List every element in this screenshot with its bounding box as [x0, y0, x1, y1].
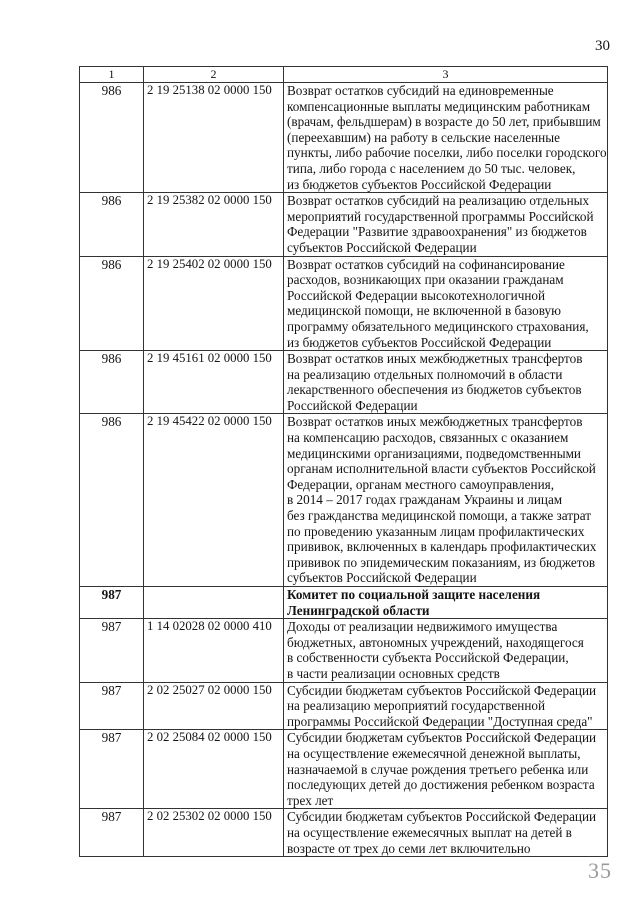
description-line: субъектов Российской Федерации [287, 570, 477, 586]
budget-code-cell: 2 19 25402 02 0000 150 [144, 256, 284, 351]
table-row [80, 193, 608, 256]
description-line: последующих детей до достижения ребенком возраста [287, 777, 595, 793]
description-line: мероприятий государственной программы Российской [287, 208, 594, 224]
description-line: в собственности субъекта Российской Федерации, [287, 650, 569, 666]
description-line: Федерации, органам местного самоуправления, [287, 476, 555, 492]
description-cell [284, 256, 608, 351]
admin-code-cell: 987 [80, 682, 144, 730]
description-line: без гражданства медицинской помощи, а также затрат [287, 508, 592, 524]
header-col-1: 1 [80, 67, 144, 83]
description-line: медицинскими организациями, подведомственными [287, 445, 581, 461]
description-line: Комитет по социальной защите населения [287, 587, 541, 602]
budget-code-cell: 2 02 25027 02 0000 150 [144, 682, 284, 730]
description-cell [284, 193, 608, 256]
description-line: (врачам, фельдшерам) в возрасте до 50 лет, прибывшим [287, 114, 601, 130]
admin-code-cell: 986 [80, 193, 144, 256]
description-line: Федерации "Развитие здравоохранения" из бюджетов [287, 224, 587, 240]
description-line: (переехавшим) на работу в сельские населенные [287, 129, 560, 145]
description-line: типа, либо города с населением до 50 тыс. человек, [287, 160, 576, 176]
description-line: на реализацию мероприятий государственной [287, 698, 546, 714]
description-line: Возврат остатков субсидий на единовременные [287, 83, 554, 98]
section-row [80, 587, 608, 619]
description-line: на осуществление ежемесячных выплат на детей в [287, 824, 572, 840]
page-number: 30 [595, 38, 610, 54]
table-row [80, 730, 608, 809]
admin-code-cell: 986 [80, 83, 144, 193]
description-line: программу обязательного медицинского страхования, [287, 318, 589, 334]
description-line: Субсидии бюджетам субъектов Российской Федерации [287, 682, 597, 698]
description-cell [284, 351, 608, 414]
description-cell [284, 619, 608, 682]
budget-code-cell: 2 19 25382 02 0000 150 [144, 193, 284, 256]
description-line: расходов, возникающих при оказании гражданам [287, 272, 564, 288]
description-line: Российской Федерации [287, 397, 418, 413]
description-line: из бюджетов субъектов Российской Федерации [287, 334, 552, 350]
table-row [80, 83, 608, 193]
description-line: Возврат остатков иных межбюджетных трансфертов [287, 414, 583, 430]
description-line: Ленинградской области [287, 602, 430, 618]
budget-codes-table [79, 66, 608, 857]
header-col-2: 2 [144, 67, 284, 83]
budget-code-cell: 2 02 25084 02 0000 150 [144, 730, 284, 809]
description-cell [284, 83, 608, 193]
section-title-cell [284, 587, 608, 619]
description-line: на реализацию отдельных полномочий в области [287, 366, 563, 382]
description-line: прививок по эпидемическим показаниям, из бюджетов [287, 554, 596, 570]
admin-code-cell: 987 [80, 730, 144, 809]
description-line: органам исполнительной власти субъектов Российской [287, 461, 596, 477]
admin-code-cell: 986 [80, 414, 144, 587]
budget-code-cell [144, 587, 284, 619]
description-line: Субсидии бюджетам субъектов Российской Федерации [287, 730, 597, 746]
admin-code-cell: 987 [80, 809, 144, 857]
table-row [80, 619, 608, 682]
budget-code-cell: 2 19 25138 02 0000 150 [144, 83, 284, 193]
description-line: субъектов Российской Федерации [287, 239, 477, 255]
description-line: в части реализации основных средств [287, 665, 500, 681]
budget-code-cell: 2 19 45422 02 0000 150 [144, 414, 284, 587]
budget-code-cell: 2 02 25302 02 0000 150 [144, 809, 284, 857]
description-cell [284, 682, 608, 730]
description-line: Доходы от реализации недвижимого имущества [287, 619, 558, 635]
table-row [80, 809, 608, 857]
description-line: Российской Федерации высокотехнологичной [287, 287, 546, 303]
budget-code-cell: 1 14 02028 02 0000 410 [144, 619, 284, 682]
budget-code-cell: 2 19 45161 02 0000 150 [144, 351, 284, 414]
description-line: возрасте от трех до семи лет включительно [287, 840, 531, 856]
admin-code-cell: 986 [80, 351, 144, 414]
description-cell [284, 414, 608, 587]
description-line: медицинской помощи, не включенной в базовую [287, 303, 561, 319]
table-header-row [80, 67, 608, 83]
description-line: на осуществление ежемесячной денежной выплаты, [287, 745, 581, 761]
description-line: по проведению указанным лицам профилактических [287, 523, 585, 539]
admin-code-cell: 987 [80, 619, 144, 682]
table-row [80, 351, 608, 414]
table-row [80, 256, 608, 351]
description-line: Возврат остатков субсидий на софинансирование [287, 256, 565, 272]
description-line: прививок, включенных в календарь профилактических [287, 539, 597, 555]
description-line: трех лет [287, 792, 334, 808]
description-line: бюджетных, автономных учреждений, находящегося [287, 634, 584, 650]
page-stamp: 35 [588, 858, 612, 883]
description-cell [284, 809, 608, 857]
description-line: программы Российской Федерации "Доступная среда" [287, 713, 593, 729]
description-line: в 2014 – 2017 годах гражданам Украины и лицам [287, 492, 563, 508]
description-line: Возврат остатков иных межбюджетных трансфертов [287, 351, 583, 367]
header-col-3: 3 [284, 67, 608, 83]
description-line: назначаемой в случае рождения третьего ребенка или [287, 761, 589, 777]
description-line: компенсационные выплаты медицинским работникам [287, 98, 591, 114]
admin-code-cell: 987 [80, 587, 144, 619]
description-line: Субсидии бюджетам субъектов Российской Федерации [287, 809, 597, 825]
admin-code-cell: 986 [80, 256, 144, 351]
description-line: из бюджетов субъектов Российской Федерации [287, 176, 552, 192]
description-line: на компенсацию расходов, связанных с оказанием [287, 430, 569, 446]
description-cell [284, 730, 608, 809]
description-line: Возврат остатков субсидий на реализацию отдельных [287, 193, 590, 209]
description-line: лекарственного обеспечения из бюджетов субъектов [287, 382, 582, 398]
table-row [80, 682, 608, 730]
table-row [80, 414, 608, 587]
description-line: пункты, либо рабочие поселки, либо поселки городского [287, 145, 607, 161]
